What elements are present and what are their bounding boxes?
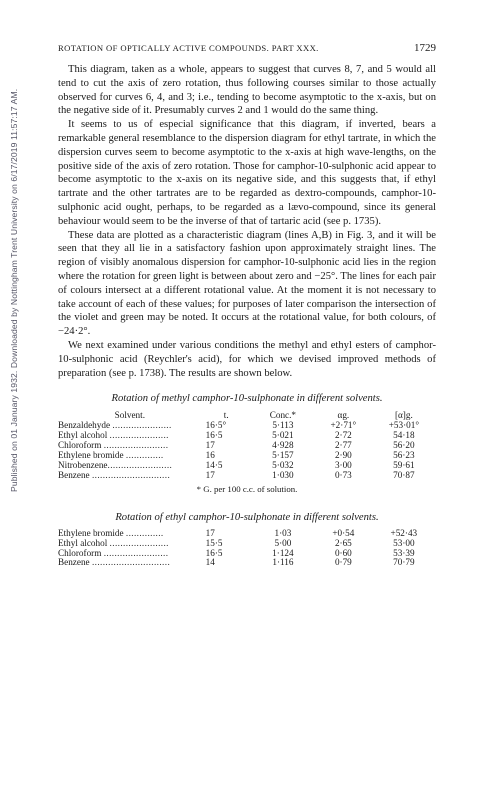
cell-observed-rotation: +0·54 bbox=[332, 527, 355, 538]
table-footnote: * G. per 100 c.c. of solution. bbox=[196, 483, 298, 494]
paragraph bbox=[58, 118, 436, 228]
running-title: ROTATION OF OPTICALLY ACTIVE COMPOUNDS. PART XXX. bbox=[58, 43, 319, 53]
cell-specific-rotation: 70·87 bbox=[393, 469, 415, 480]
cell-observed-rotation: 2·65 bbox=[334, 537, 352, 548]
cell-temperature: 17 bbox=[205, 469, 215, 480]
cell-specific-rotation: +53·01° bbox=[388, 420, 419, 431]
cell-text: Chloroform bbox=[58, 440, 102, 451]
cell-specific-rotation: +52·43 bbox=[390, 527, 418, 538]
table-2 bbox=[58, 529, 436, 569]
cell-temperature: 14 bbox=[205, 557, 215, 568]
cell-specific-rotation: 56·23 bbox=[393, 450, 415, 461]
cell-text: Ethylene bromide bbox=[58, 527, 124, 538]
leader-dots: ........................ bbox=[103, 440, 169, 451]
cell-specific-rotation: 59·61 bbox=[393, 459, 415, 470]
leader-dots: .............. bbox=[125, 450, 164, 461]
paragraph-text: It seems to us of especial significance that this diagram, if inverted, bears a remarkable general resemblance to the dispersion diagram for ethyl tartrate, in which the dispersion curves seem to become asymptotic to the x-axis at high wave-lengths, on the positive side of the axis of zero rotation. Those for camphor-10-sulphonic acid appear to become asymptotic to the x-axis on its negative side, and this suggests that, if ethyl tartrate and the other tartrates are to be regarded as dextro-compounds, camphor-10-sulphonic acid ought, perhaps, to be regarded as a lævo-compound, since its general behaviour would seem to be the inverse of that of tartaric acid (see p. 1735). bbox=[58, 119, 436, 227]
cell-observed-rotation: 2·72 bbox=[334, 430, 352, 441]
cell-temperature: 17 bbox=[205, 527, 215, 538]
cell-solvent bbox=[58, 558, 202, 568]
leader-dots: ...................... bbox=[109, 537, 169, 548]
cell-temperature: 16·5 bbox=[205, 547, 223, 558]
cell-observed-rotation: +2·71° bbox=[330, 420, 357, 431]
column-header: αg. bbox=[337, 410, 350, 421]
paragraph-text: This diagram, taken as a whole, appears to suggest that curves 8, 7, and 5 would all tend to cut the axis of zero rotation, thus following courses similar to those actually observed for curves 6, 4, and 3; i.e., tending to become asymptotic to the x-axis, but on the negative side of it. Presumably curves 2 and 1 would do the same thing. bbox=[58, 64, 436, 117]
leader-dots: ...................... bbox=[109, 430, 169, 441]
table-row bbox=[58, 558, 436, 568]
leader-dots: ........................ bbox=[107, 459, 173, 470]
cell-text: Benzene bbox=[58, 469, 90, 480]
cell-text: Nitrobenzene bbox=[58, 459, 108, 470]
cell-text: Ethyl alcohol bbox=[58, 430, 108, 441]
cell-text: Ethyl alcohol bbox=[58, 537, 108, 548]
cell-observed-rotation: 0·79 bbox=[334, 557, 352, 568]
cell-concentration: 1·03 bbox=[274, 527, 292, 538]
cell-concentration: 5·157 bbox=[272, 450, 294, 461]
cell-observed-rotation: 0·73 bbox=[334, 469, 352, 480]
leader-dots: ...................... bbox=[112, 420, 172, 431]
leader-dots: ........................ bbox=[103, 547, 169, 558]
cell-specific-rotation: 70·79 bbox=[393, 557, 415, 568]
paragraph-text: These data are plotted as a characteristic diagram (lines A,B) in Fig. 3, and it will be seen that they all lie in a satisfactory fashion upon approximately straight lines. The region of visibly anomalous dispersion for camphor-10-sulphonic acid lies in the region where the rotation for green light is between about zero and −25°. The lines for each pair of colours intersect at a different rotational value. At the moment it is not necessary to take account of each of these values; for purposes of later comparison the intersection of the violet and green may be noted. It occurs at the rotational value, for both colours, of −24·2°. bbox=[58, 229, 436, 338]
cell-temperature: 16 bbox=[205, 450, 215, 461]
cell-text: Ethylene bromide bbox=[58, 450, 124, 461]
cell-observed-rotation: 2·90 bbox=[334, 450, 352, 461]
table-row bbox=[58, 471, 436, 481]
cell-concentration: 1·030 bbox=[272, 469, 294, 480]
column-header: Solvent. bbox=[114, 410, 145, 421]
cell-solvent bbox=[58, 471, 202, 481]
cell-specific-rotation: 56·20 bbox=[393, 440, 415, 451]
cell-observed-rotation: 3·00 bbox=[334, 459, 352, 470]
cell-concentration: 4·928 bbox=[272, 440, 294, 451]
cell-concentration: 1·124 bbox=[272, 547, 294, 558]
cell-specific-rotation: 53·00 bbox=[393, 537, 415, 548]
cell-specific-rotation: 53·39 bbox=[393, 547, 415, 558]
journal-page bbox=[58, 42, 436, 568]
cell-concentration: 1·116 bbox=[272, 557, 294, 568]
cell-text: Chloroform bbox=[58, 547, 102, 558]
paragraph bbox=[58, 339, 436, 380]
paragraph-text: We next examined under various conditions the methyl and ethyl esters of camphor-10-sulphonic acid (Reychler's acid), for which we devised improved methods of preparation (see p. 1738). The results are shown below. bbox=[58, 339, 436, 379]
cell-concentration: 5·021 bbox=[272, 430, 294, 441]
cell-text: Benzene bbox=[58, 557, 90, 568]
cell-specific-rotation: 54·18 bbox=[393, 430, 415, 441]
paragraph bbox=[58, 229, 436, 339]
page-number: 1729 bbox=[414, 42, 436, 54]
leader-dots: .............. bbox=[125, 527, 164, 538]
column-header: t. bbox=[223, 410, 229, 421]
cell-text: Benzaldehyde bbox=[58, 420, 111, 431]
cell-concentration: 5·00 bbox=[274, 537, 292, 548]
cell-temperature: 16·5° bbox=[205, 420, 227, 431]
cell-observed-rotation: 2·77 bbox=[334, 440, 352, 451]
table-1 bbox=[58, 409, 436, 480]
cell-concentration: 5·113 bbox=[272, 420, 294, 431]
column-header: [α]g. bbox=[394, 410, 413, 421]
table-1-caption: Rotation of methyl camphor-10-sulphonate in different solvents. bbox=[111, 393, 383, 405]
cell-concentration: 5·032 bbox=[272, 459, 294, 470]
cell-observed-rotation: 0·60 bbox=[334, 547, 352, 558]
paragraph bbox=[58, 63, 436, 118]
leader-dots: ............................. bbox=[91, 469, 171, 480]
cell-temperature: 17 bbox=[205, 440, 215, 451]
cell-temperature: 15·5 bbox=[205, 537, 223, 548]
cell-temperature: 14·5 bbox=[205, 459, 223, 470]
cell-temperature: 16·5 bbox=[205, 430, 223, 441]
column-header: Conc.* bbox=[269, 410, 297, 421]
running-header bbox=[58, 42, 436, 54]
download-watermark: Published on 01 January 1932. Downloaded by Nottingham Trent University on 6/17/2019 11:57:17 AM. bbox=[9, 88, 19, 492]
leader-dots: ............................. bbox=[91, 557, 171, 568]
table-2-caption: Rotation of ethyl camphor-10-sulphonate in different solvents. bbox=[115, 511, 379, 523]
